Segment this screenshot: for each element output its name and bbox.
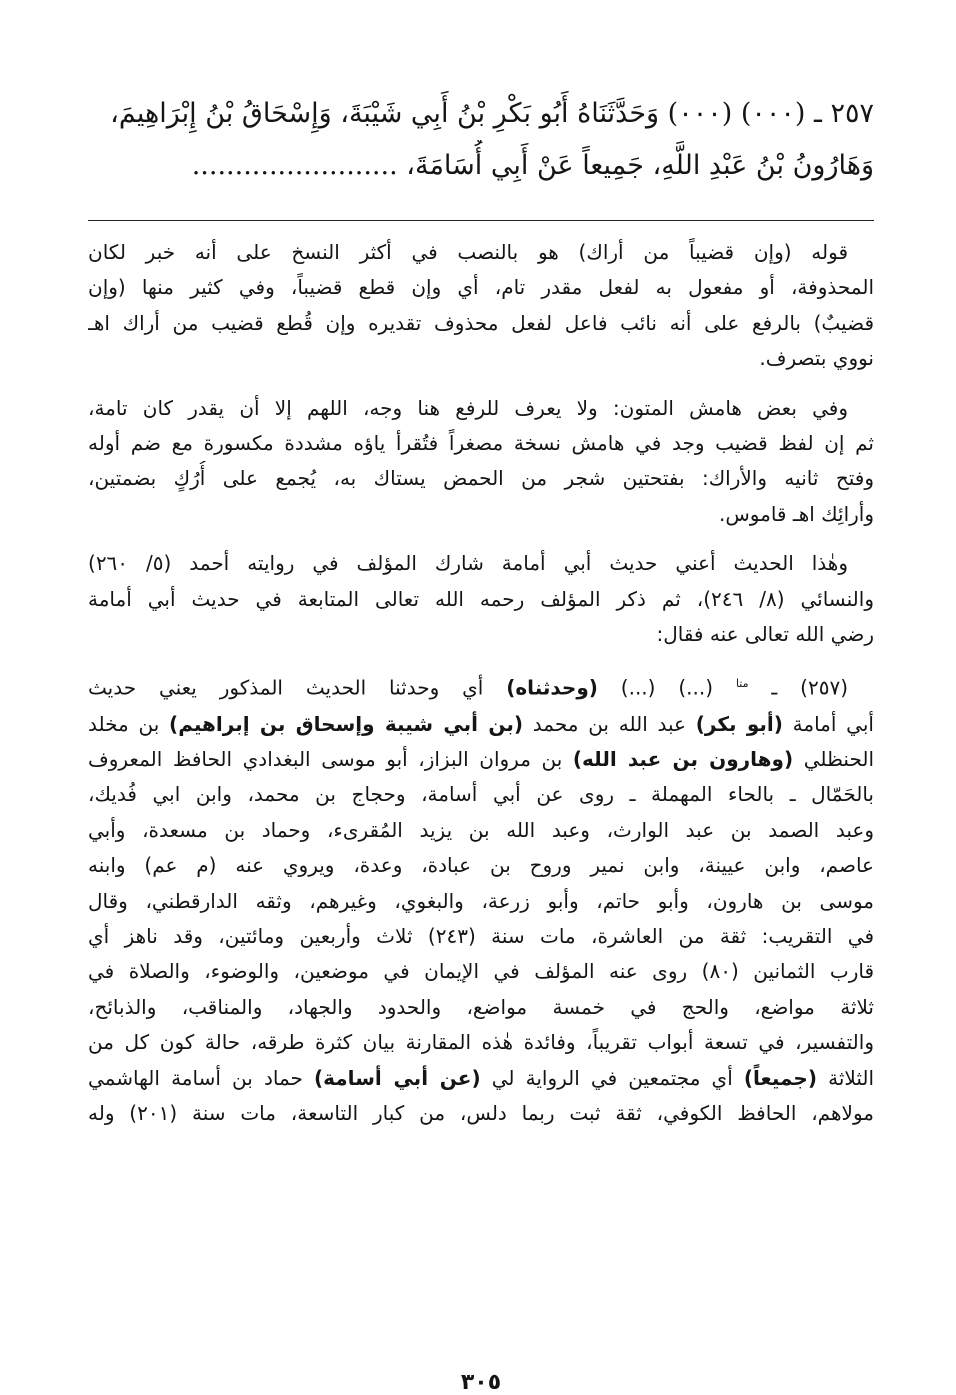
separator-rule xyxy=(88,220,874,221)
bold-reference: (وهارون بن عبد الله) xyxy=(572,746,794,771)
bold-reference: (أبو بكر) xyxy=(695,711,783,736)
hadith-text xyxy=(88,88,874,192)
commentary-line: ثم إن لفظ قضيب وجد في هامش نسخة مصغراً فتُقرأ ياؤه مشددة مكسورة مع ضم أوله xyxy=(88,431,874,456)
symbol-marker: متا xyxy=(735,677,749,691)
commentary-line: المحذوفة، أو مفعول به لفعل مقدر تام، أي وإن قطع قضيباً، وفي كثير منها (وإن xyxy=(88,275,874,300)
commentary-paragraph xyxy=(88,666,874,1131)
commentary-line xyxy=(88,848,874,883)
commentary xyxy=(88,235,874,1131)
commentary-line xyxy=(88,1096,874,1131)
text-segment: أي مجتمعين في الرواية لي xyxy=(480,1065,744,1090)
hadith-line: ٢٥٧ ـ (٠٠٠) (٠٠٠) وَحَدَّثَنَاهُ أَبُو بَكْرِ بْنُ أَبِي شَيْبَةَ، وَإِسْحَاقُ بْنُ إِبْرَاهِيمَ، xyxy=(110,98,874,129)
commentary-line xyxy=(88,666,874,706)
commentary-line xyxy=(88,813,874,848)
text-segment: مولاهم، الحافظ الكوفي، ثقة ثبت ربما دلس، من كبار التاسعة، مات سنة (٢٠١) وله xyxy=(88,1101,874,1125)
text-segment: أي وحدثنا الحديث المذكور يعني حديث xyxy=(88,676,507,701)
commentary-line xyxy=(88,777,874,812)
commentary-line: وهٰذا الحديث أعني حديث أبي أمامة شارك المؤلف في روايته أحمد (٥/ ٢٦٠) xyxy=(88,551,848,576)
commentary-line: قوله (وإن قضيباً من أراك) هو بالنصب في أكثر النسخ على أنه خبر لكان xyxy=(88,240,848,264)
commentary-line xyxy=(88,990,874,1025)
commentary-paragraph xyxy=(88,235,874,377)
text-segment: والتفسير، في تسعة أبواب تقريباً، وفائدة هٰذه المقارنة بيان كثرة طرقه، حالة كون كل من xyxy=(88,1030,874,1055)
text-segment: موسى بن هارون، وأبو حاتم، وأبو زرعة، والبغوي، وغيرهم، وثقه الدارقطني، وقال xyxy=(88,888,874,913)
commentary-line xyxy=(88,1061,874,1096)
commentary-line: نووي بتصرف. xyxy=(759,346,874,371)
commentary-line xyxy=(88,742,874,777)
text-segment: الثلاثة xyxy=(816,1065,874,1090)
text-segment: في التقريب: ثقة من العاشرة، مات سنة (٢٤٣) ثلاث وأربعين ومائتين، وقد ناهز أي xyxy=(88,923,874,948)
text-segment: بن مروان البزاز، أبو موسى البغدادي الحافظ المعروف xyxy=(88,746,573,771)
bold-reference: (عن أبي أسامة) xyxy=(314,1065,481,1090)
text-segment: (...) (...) xyxy=(597,676,736,701)
commentary-line xyxy=(88,919,874,954)
commentary-line: وفي بعض هامش المتون: ولا يعرف للرفع هنا وجه، اللهم إلا أن يقدر كان تامة، xyxy=(88,395,848,420)
text-segment: وعبد الصمد بن عبد الوارث، وعبد الله بن يزيد المُقرىء، وحماد بن مسعدة، وأبي xyxy=(88,817,874,842)
text-segment: عبد الله بن محمد xyxy=(523,711,696,736)
commentary-line: قضيبٌ) بالرفع على أنه نائب فاعل لفعل محذوف تقديره وإن قُطع قضيب من أراك اهـ xyxy=(88,310,874,335)
commentary-line: والنسائي (٨/ ٢٤٦)، ثم ذكر المؤلف رحمه الله تعالى المتابعة في حديث أبي أمامة xyxy=(88,586,874,611)
commentary-line: وأرائِك اهـ قاموس. xyxy=(719,501,874,526)
commentary-line: رضي الله تعالى عنه فقال: xyxy=(656,622,874,647)
text-segment: قارب الثمانين (٨٠) روى عنه المؤلف في الإيمان في موضعين، والوضوء، والصلاة في xyxy=(88,959,874,984)
text-segment: بالحَمّال ـ بالحاء المهملة ـ روى عن أبي أسامة، وحجاج بن محمد، وابن ابي فُديك، xyxy=(88,782,874,807)
commentary-paragraph xyxy=(88,391,874,533)
commentary-line xyxy=(88,954,874,989)
commentary-paragraph xyxy=(88,546,874,652)
bold-reference: (جميعاً) xyxy=(743,1065,817,1090)
commentary-line xyxy=(88,884,874,919)
text-segment: حماد بن أسامة الهاشمي xyxy=(88,1065,315,1090)
text-segment: ثلاثة مواضع، والحج في خمسة مواضع، والحدود والجهاد، والمناقب، والذبائح، xyxy=(88,994,874,1019)
text-segment: أبي أمامة xyxy=(782,711,874,736)
text-segment: الحنظلي xyxy=(793,746,874,771)
text-segment: عاصم، وابن عيينة، وابن نمير وروح بن عبادة، وعدة، ويروي عنه (م عم) وابنه xyxy=(88,853,874,878)
commentary-line xyxy=(88,707,874,742)
commentary-line: وفتح ثانيه والأراك: بفتحتين شجر من الحمض يستاك به، يُجمع على أُرُكٍ بضمتين، xyxy=(88,466,874,491)
bold-reference: (وحدثناه) xyxy=(506,676,598,701)
book-page xyxy=(88,88,874,1395)
text-segment: بن مخلد xyxy=(88,711,170,736)
bold-reference: (بن أبي شيبة وإسحاق بن إبراهيم) xyxy=(169,711,524,736)
commentary-line xyxy=(88,1025,874,1060)
page-number: ٣٠٥ xyxy=(460,1370,502,1395)
text-segment: (٢٥٧) ـ xyxy=(748,676,848,701)
hadith-line: وَهَارُونُ بْنُ عَبْدِ اللَّهِ، جَمِيعاً عَنْ أَبِي أُسَامَةَ، ........................ xyxy=(191,150,874,181)
